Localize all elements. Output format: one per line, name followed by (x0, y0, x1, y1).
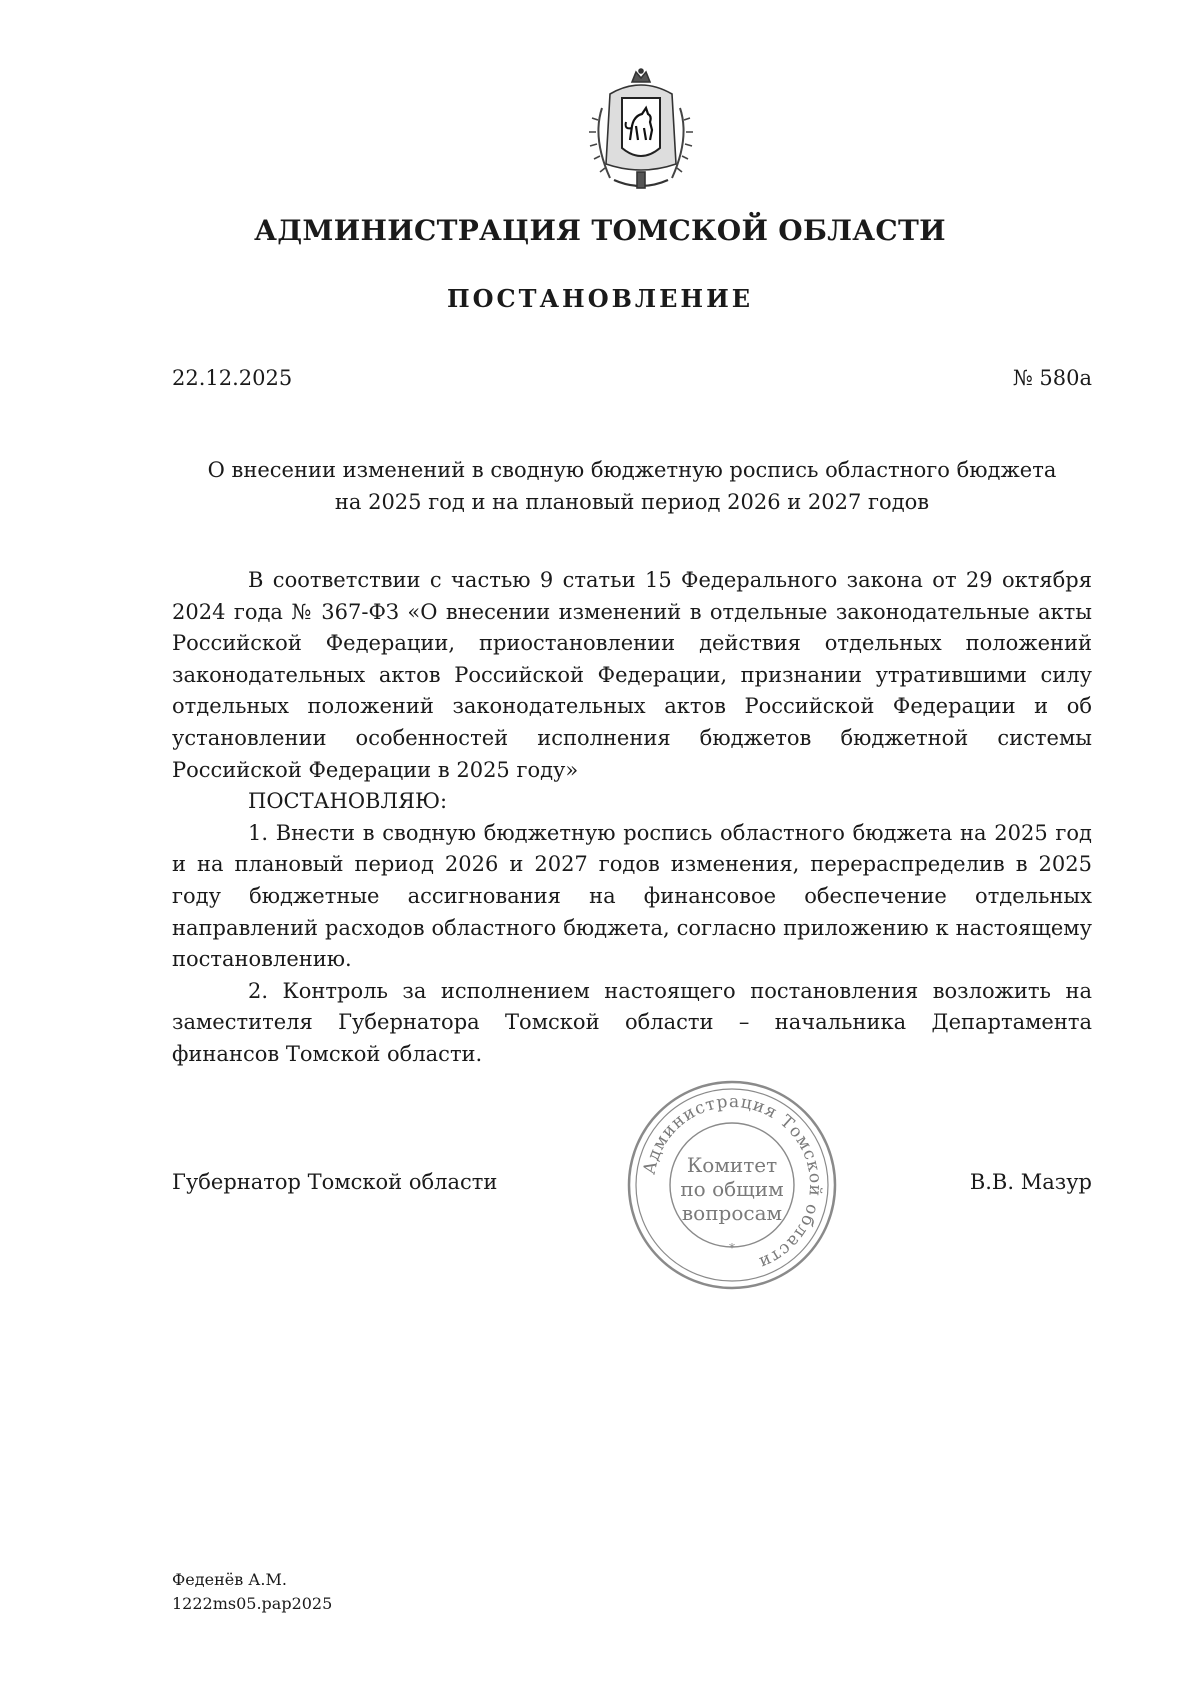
preamble-paragraph: В соответствии с частью 9 статьи 15 Федерального закона от 29 октября 2024 года № 367-ФЗ «О внесении изменений в отдельные законодательные акты Российской Федерации, приостановлении действия отдельных положений законодательных актов Российской Федерации, признании утратившими силу отдельных положений законодательных актов Российской Федерации и об установлении особенностей исполнения бюджетов бюджетной системы Российской Федерации в 2025 году» (172, 568, 1092, 782)
subject-line-2: на 2025 год и на плановый период 2026 и 2027 годов (334, 490, 930, 514)
document-type: ПОСТАНОВЛЕНИЕ (446, 284, 754, 313)
subject-line-1: О внесении изменений в сводную бюджетную роспись областного бюджета (207, 458, 1057, 482)
decree-word: ПОСТАНОВЛЯЮ: (248, 789, 448, 814)
seal-center-line-3: вопросам (681, 1201, 783, 1225)
document-subject (172, 454, 1092, 518)
item-2-paragraph: 2. Контроль за исполнением настоящего постановления возложить на заместителя Губернатора Томской области – начальника Департамента финансов Томской области. (172, 978, 1092, 1066)
document-number: № 580а (1012, 366, 1092, 390)
svg-text:*: * (729, 1241, 735, 1255)
document-date: 22.12.2025 (172, 366, 293, 390)
item-1-paragraph: 1. Внести в сводную бюджетную роспись областного бюджета на 2025 год и на плановый период 2026 и 2027 годов изменения, перераспределив в 2025 году бюджетные ассигнования на финансовое обеспечение отдельных направлений расходов областного бюджета, согласно приложению к настоящему постановлению. (172, 820, 1092, 972)
signer-name: В.В. Мазур (969, 1170, 1092, 1194)
coat-of-arms-icon (580, 68, 702, 196)
document-footer (172, 1568, 332, 1616)
footer-author: Феденёв А.М. (172, 1570, 287, 1589)
official-seal-stamp (625, 1078, 839, 1292)
seal-center-line-1: Комитет (686, 1153, 778, 1177)
footer-file-code: 1222ms05.pap2025 (172, 1594, 333, 1613)
organization-title: АДМИНИСТРАЦИЯ ТОМСКОЙ ОБЛАСТИ (254, 214, 946, 247)
seal-ring-text: Администрация Томской области (639, 1091, 826, 1273)
document-body (172, 565, 1092, 1071)
signer-position: Губернатор Томской области (172, 1170, 498, 1194)
seal-center-line-2: по общим (680, 1177, 784, 1201)
